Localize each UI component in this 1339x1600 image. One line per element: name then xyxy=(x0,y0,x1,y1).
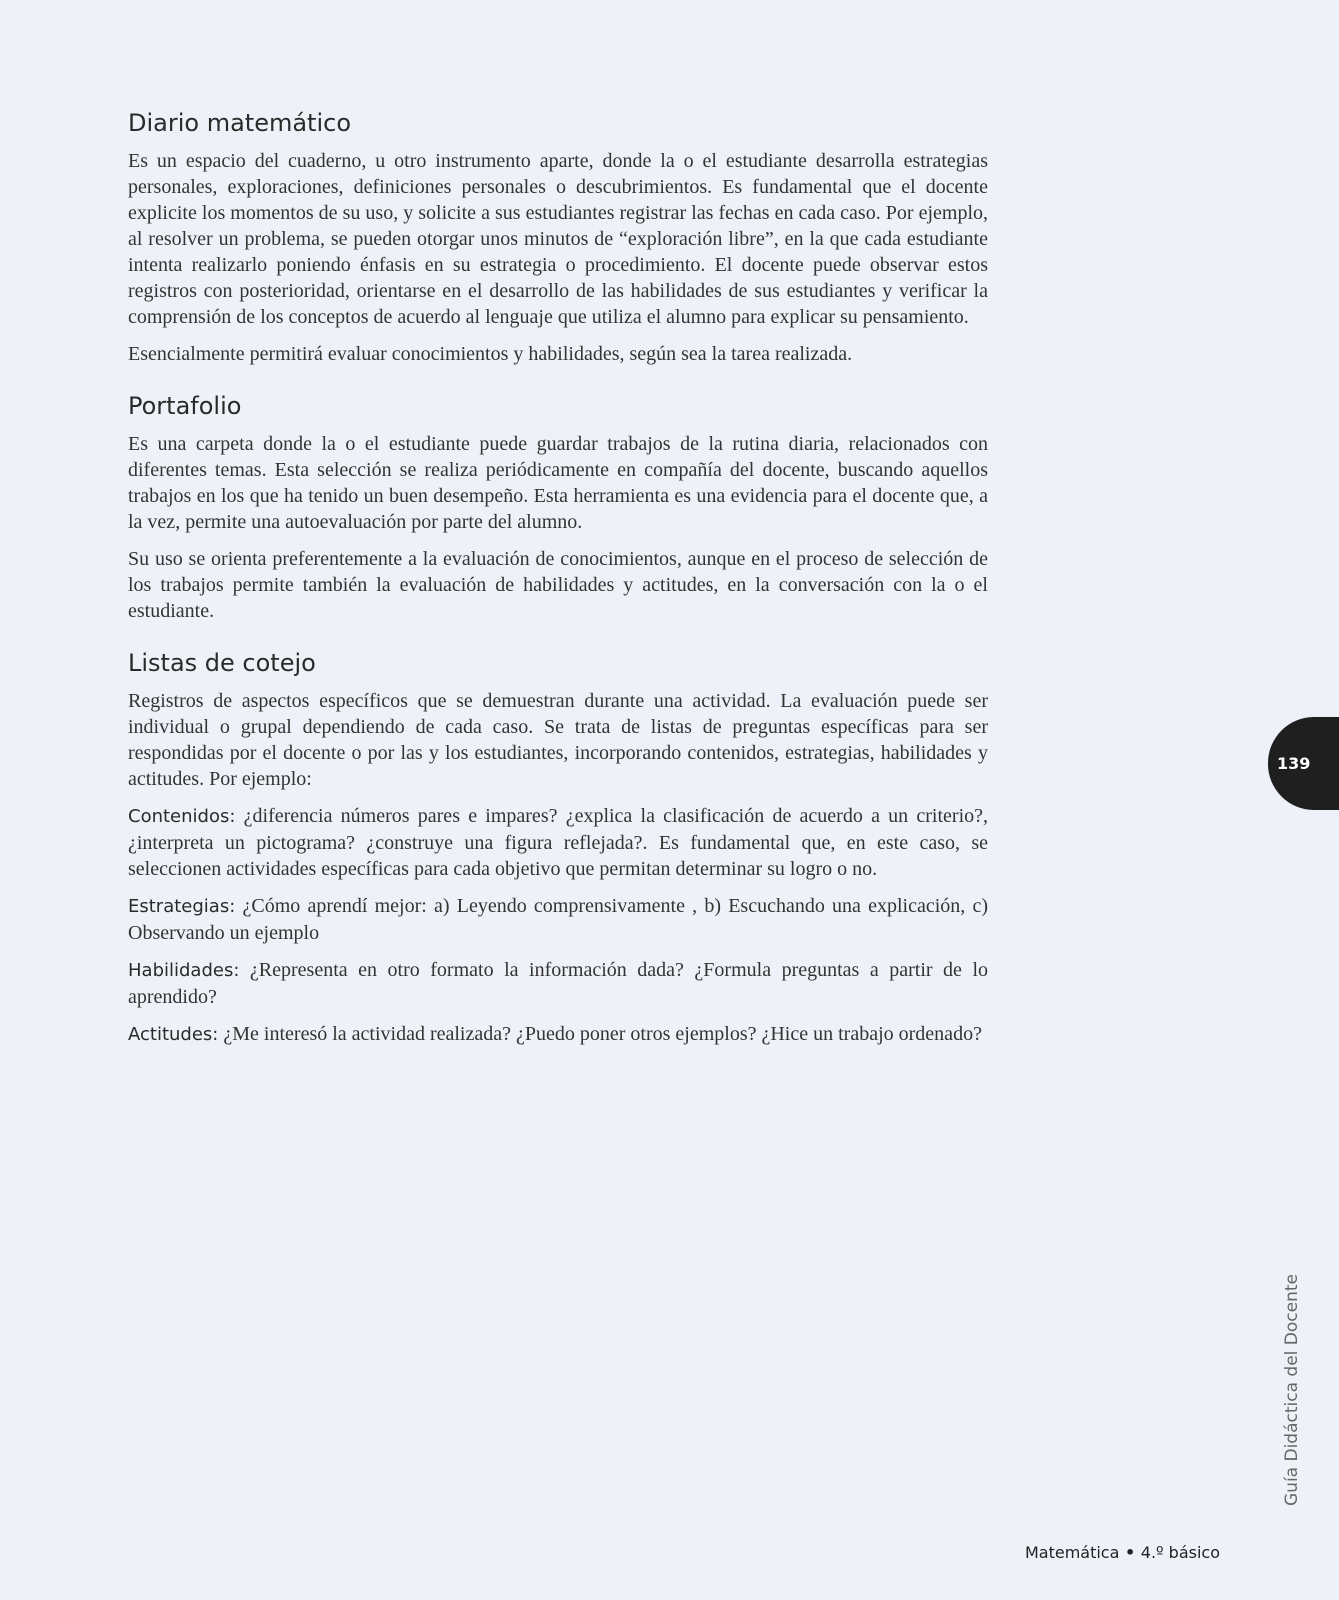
item-text: ¿Cómo aprendí mejor: a) Leyendo comprensivamente , b) Escuchando una explicación, c) Observando un ejemplo xyxy=(128,895,988,944)
item-term: Habilidades: xyxy=(128,960,240,981)
paragraph: Esencialmente permitirá evaluar conocimientos y habilidades, según sea la tarea realizada. xyxy=(128,343,853,365)
section-title: Listas de cotejo xyxy=(128,649,316,677)
item-text: ¿Me interesó la actividad realizada? ¿Puedo poner otros ejemplos? ¿Hice un trabajo ordenado? xyxy=(218,1023,982,1045)
page-content xyxy=(128,108,988,1072)
paragraph: Es una carpeta donde la o el estudiante puede guardar trabajos de la rutina diaria, relacionados con diferentes temas. Esta selección se realiza periódicamente en compañía del docente, buscando aquellos trabajos en los que ha tenido un buen desempeño. Esta herramienta es una evidencia para el docente que, a la vez, permite una autoevaluación por parte del alumno. xyxy=(128,433,988,533)
checklist-item-contenidos xyxy=(128,803,988,882)
section-portafolio xyxy=(128,391,988,624)
item-text: ¿Representa en otro formato la información dada? ¿Formula preguntas a partir de lo aprendido? xyxy=(128,959,988,1008)
section-title: Portafolio xyxy=(128,392,242,420)
checklist-item-actitudes xyxy=(128,1021,988,1048)
section-title: Diario matemático xyxy=(128,109,352,137)
paragraph: Registros de aspectos específicos que se demuestran durante una actividad. La evaluación puede ser individual o grupal dependiendo de cada caso. Se trata de listas de preguntas específicas para ser respondidas por el docente o por las y los estudiantes, incorporando contenidos, estrategias, habilidades y actitudes. Por ejemplo: xyxy=(128,690,988,790)
section-diario-matematico xyxy=(128,108,988,367)
checklist-item-habilidades xyxy=(128,957,988,1010)
footer-separator: • xyxy=(1119,1543,1141,1562)
footer-grade: 4.º básico xyxy=(1140,1543,1220,1562)
item-term: Actitudes: xyxy=(128,1024,219,1045)
item-text: ¿diferencia números pares e impares? ¿explica la clasificación de acuerdo a un criterio?, ¿interpreta un pictograma? ¿construye una figura reflejada?. Es fundamental que, en este caso, se seleccionen actividades específicas para cada objetivo que permitan determinar su logro o no. xyxy=(128,805,988,880)
item-term: Estrategias: xyxy=(128,896,236,917)
item-term: Contenidos: xyxy=(128,806,236,827)
page-number-tab xyxy=(1268,717,1339,810)
footer-subject: Matemática xyxy=(1024,1543,1120,1562)
paragraph: Su uso se orienta preferentemente a la evaluación de conocimientos, aunque en el proceso de selección de los trabajos permite también la evaluación de habilidades y actitudes, en la conversación con la o el estudiante. xyxy=(128,548,988,622)
section-listas-de-cotejo xyxy=(128,648,988,1048)
footer xyxy=(1025,1543,1220,1562)
paragraph: Es un espacio del cuaderno, u otro instrumento aparte, donde la o el estudiante desarrolla estrategias personales, exploraciones, definiciones personales o descubrimientos. Es fundamental que el docente explicite los momentos de su uso, y solicite a sus estudiantes registrar las fechas en cada caso. Por ejemplo, al resolver un problema, se pueden otorgar unos minutos de “exploración libre”, en la que cada estudiante intenta realizarlo poniendo énfasis en su estrategia o procedimiento. El docente puede observar estos registros con posterioridad, orientarse en el desarrollo de las habilidades de sus estudiantes y verificar la comprensión de los conceptos de acuerdo al lenguaje que utiliza el alumno para explicar su pensamiento. xyxy=(128,150,988,328)
checklist-item-estrategias xyxy=(128,893,988,946)
side-label: Guía Didáctica del Docente xyxy=(1282,1274,1302,1506)
page-number: 139 xyxy=(1277,754,1311,773)
